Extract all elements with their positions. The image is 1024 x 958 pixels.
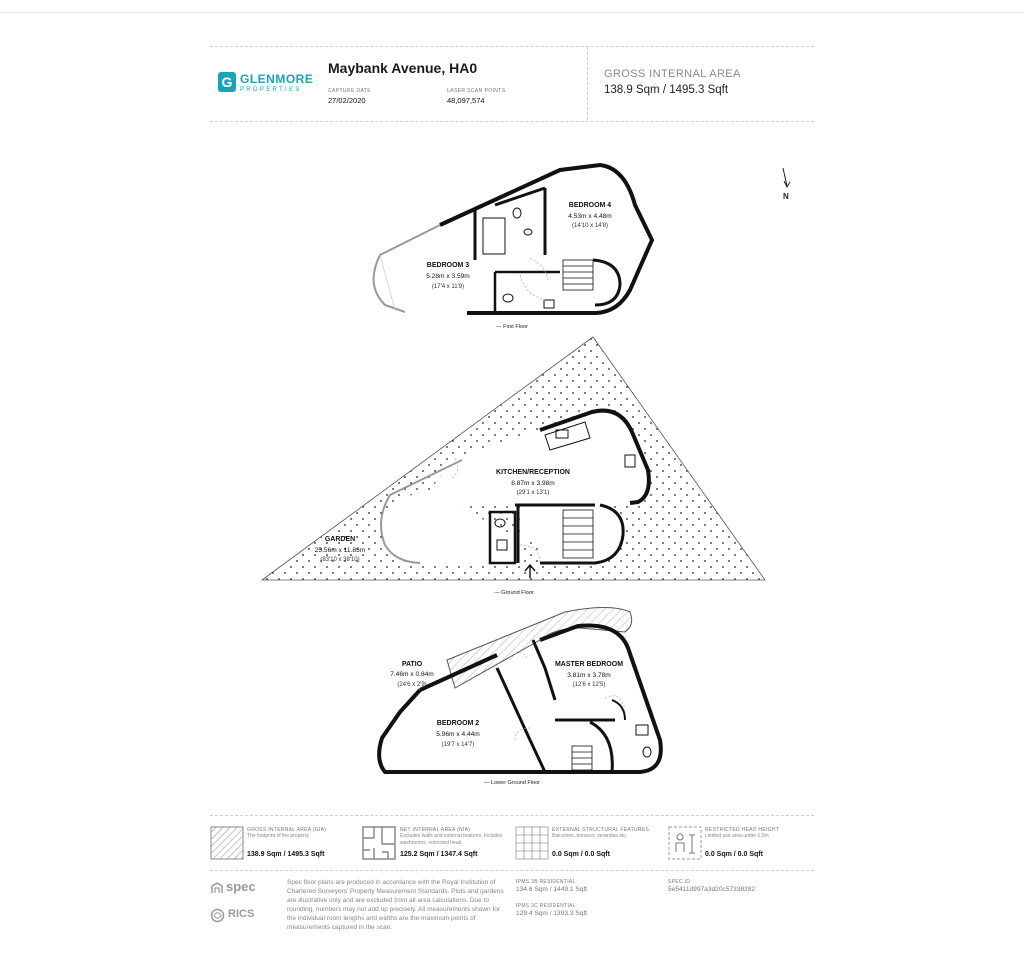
ipms-3c-value: 129.4 Sqm / 1393.3 Sqft <box>516 910 588 917</box>
ground-floor-label: — Ground Floor <box>494 590 534 596</box>
kitchen-reception-dim: 8.87m x 3.98m <box>511 480 555 487</box>
master-bedroom-dim: 3.81m x 3.78m <box>567 672 611 679</box>
legend-external-value: 0.0 Sqm / 0.0 Sqft <box>552 851 610 858</box>
compass-icon <box>783 168 790 201</box>
spec-logo-icon <box>210 881 224 895</box>
spec-id-value: 5e5411d997a3d20c57338282 <box>668 886 756 893</box>
rics-logo-icon <box>210 908 225 923</box>
bedroom-4-dim: 4.53m x 4.48m <box>568 213 612 220</box>
logo-name: GLENMORE <box>240 72 314 86</box>
kitchen-reception-imperial: (29'1 x 13'1) <box>516 490 550 496</box>
lower-ground-floor-plan <box>379 608 661 787</box>
patio-dim: 7.46m x 0.84m <box>390 671 434 678</box>
gia-value: 138.9 Sqm / 1495.3 Sqft <box>604 84 729 96</box>
patio-name: PATIO <box>401 661 423 668</box>
laser-points-label: LASER SCAN POINTS <box>447 88 506 94</box>
legend-restricted-value: 0.0 Sqm / 0.0 Sqft <box>705 851 763 858</box>
property-title: Maybank Avenue, HA0 <box>328 60 478 76</box>
master-bedroom-name: MASTER BEDROOM <box>554 661 624 668</box>
bedroom-4-imperial: (14'10 x 14'8) <box>572 223 608 229</box>
garden-dim: 25.56m x 11.83m <box>314 547 366 554</box>
master-bedroom-imperial: (12'6 x 12'5) <box>572 682 606 688</box>
garden-imperial: (83'10 x 38'10) <box>320 557 360 563</box>
legend-top-divider <box>210 815 814 816</box>
bedroom-3-name: BEDROOM 3 <box>426 262 470 269</box>
spec-id-label: SPEC ID <box>668 879 691 885</box>
first-floor-label: — First Floor <box>496 324 528 330</box>
legend-restricted-desc: Limited use area under 1.5m <box>705 833 769 839</box>
gia-heading: GROSS INTERNAL AREA <box>604 68 741 80</box>
garden-name: GARDEN <box>324 536 356 543</box>
head-height-icon <box>668 826 702 860</box>
legend-gia-value: 138.9 Sqm / 1495.3 Sqft <box>247 851 325 858</box>
bedroom-3-dim: 5.28m x 3.59m <box>426 273 470 280</box>
diagonal-hatch-icon <box>210 826 244 860</box>
kitchen-reception-name: KITCHEN/RECEPTION <box>496 469 570 476</box>
ipms-3b-value: 134.6 Sqm / 1449.1 Sqft <box>516 886 588 893</box>
laser-points-value: 48,097,574 <box>447 96 485 105</box>
ipms-3c-label: IPMS 3C RESIDENTIAL <box>516 903 576 909</box>
capture-date-value: 27/02/2020 <box>328 96 366 105</box>
legend-external-desc: Balconies, terraces, verandas etc. <box>552 833 628 839</box>
legend-nia-title: NET INTERNAL AREA (NIA) <box>400 827 471 833</box>
floor-plan-icon <box>362 826 396 860</box>
patio-imperial: (24'6 x 2'9) <box>397 682 427 688</box>
bedroom-2-name: BEDROOM 2 <box>436 720 480 727</box>
lower-ground-floor-label: — Lower Ground Floor <box>484 780 540 786</box>
footer-top-divider <box>210 870 814 871</box>
legend-restricted-title: RESTRICTED HEAD HEIGHT <box>705 827 780 833</box>
bedroom-4-name: BEDROOM 4 <box>568 202 612 209</box>
ground-floor-plan <box>262 337 765 596</box>
spec-brand: spec <box>226 879 256 894</box>
glenmore-logo-icon: G <box>218 72 236 92</box>
legend-nia-desc: Excludes walls and external features. Includes washrooms, restricted head <box>400 833 503 846</box>
legend-gia-desc: The footprint of the property. <box>247 833 310 839</box>
ipms-3b-label: IPMS 3B RESIDENTIAL <box>516 879 576 885</box>
bedroom-3-imperial: (17'4 x 11'9) <box>431 284 465 290</box>
bedroom-2-imperial: (19'7 x 14'7) <box>441 742 475 748</box>
compass-north-label: N <box>783 192 789 201</box>
legend-nia-value: 125.2 Sqm / 1347.4 Sqft <box>400 851 478 858</box>
rics-brand: RICS <box>228 908 255 920</box>
first-floor-plan <box>374 165 652 330</box>
bedroom-2-dim: 5.96m x 4.44m <box>436 731 480 738</box>
legend-external-title: EXTERNAL STRUCTURAL FEATURES <box>552 827 650 833</box>
legend-gia-title: GROSS INTERNAL AREA (GIA) <box>247 827 327 833</box>
logo-subtitle: PROPERTIES <box>240 87 302 93</box>
grid-icon <box>515 826 549 860</box>
capture-date-label: CAPTURE DATE <box>328 88 372 94</box>
disclaimer-text: Spec floor plans are produced in accordance with the Royal Institution of Chartered Surveyors' Property Measurement Standards. Plots and gardens are illustrative only and are excluded from all area calculations. Due to rounding, numbers may not add up precisely. All measurements shown for the individual room lengths and widths are the maximum points of measurements captured in the scan. <box>287 879 504 931</box>
